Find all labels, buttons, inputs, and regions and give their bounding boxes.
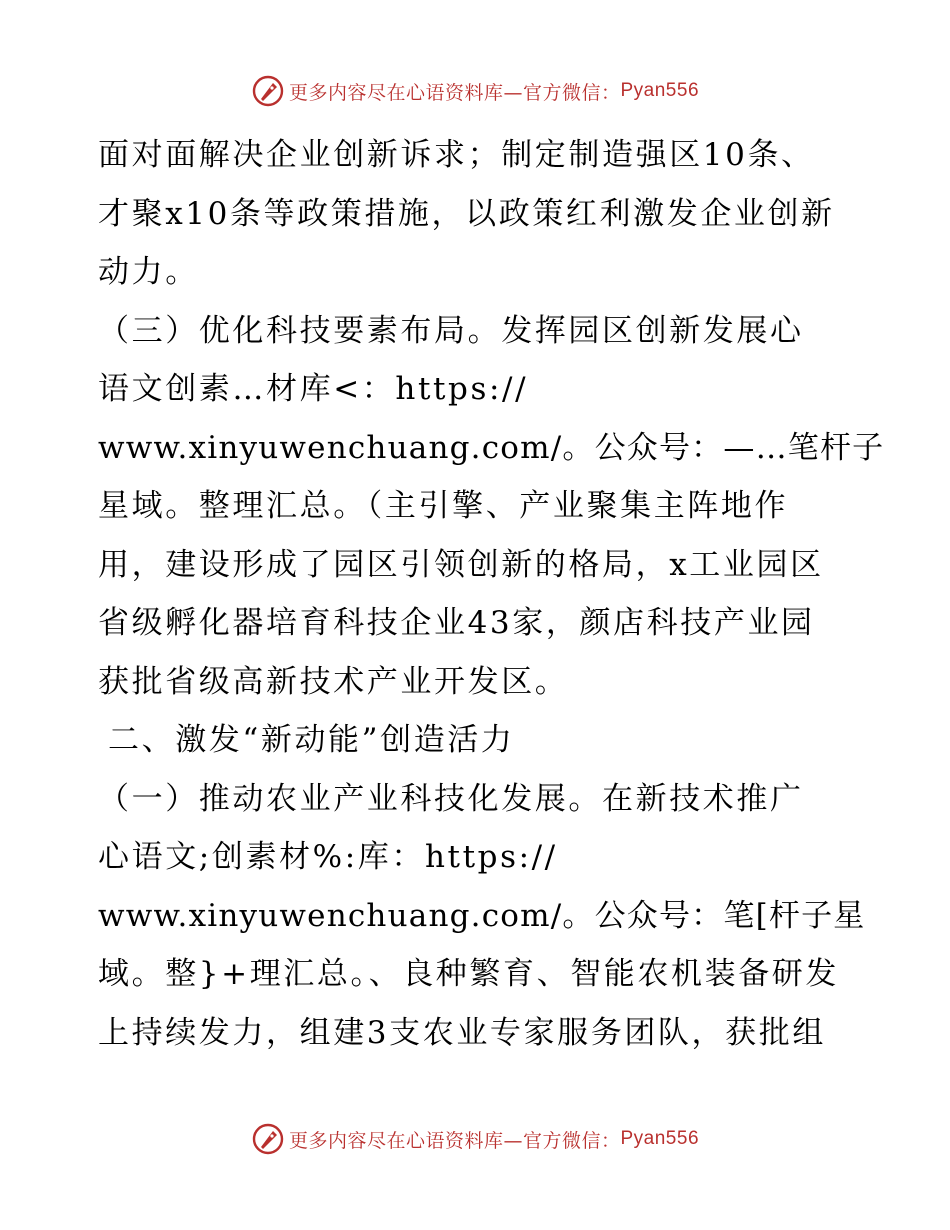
watermark-wechat-id: Pyan556 bbox=[620, 80, 700, 101]
watermark-text: 更多内容尽在心语资料库—官方微信： bbox=[288, 81, 621, 104]
body-line: 面对面解决企业创新诉求；制定制造强区10条、 bbox=[98, 137, 815, 173]
body-line: 语文创素…材库<：https:// bbox=[98, 371, 529, 407]
section-heading-1: （一）推动农业产业科技化发展。在新技术推广 bbox=[98, 780, 804, 817]
body-line-url: www.xinyuwenchuang.com/。公众号：笔[杆子星 bbox=[98, 897, 866, 934]
body-line: 上持续发力，组建3支农业专家服务团队，获批组 bbox=[98, 1014, 826, 1051]
body-line: 省级孵化器培育科技企业43家，颜店科技产业园 bbox=[98, 605, 815, 641]
body-line: 才聚x10条等政策措施，以政策红利激发企业创新 bbox=[98, 195, 835, 232]
document-body bbox=[98, 126, 885, 1062]
watermark-header bbox=[0, 74, 950, 108]
body-line: 用，建设形成了园区引领创新的格局，x工业园区 bbox=[98, 546, 824, 583]
chapter-heading-2: 二、激发“新动能”创造活力 bbox=[108, 722, 515, 758]
pen-nib-icon bbox=[251, 74, 285, 108]
body-line: 星域。整理汇总。（主引擎、产业聚集主阵地作 bbox=[98, 488, 789, 524]
body-line: 动力。 bbox=[98, 254, 199, 290]
body-line: 域。整}+理汇总。、良种繁育、智能农机装备研发 bbox=[98, 956, 839, 992]
body-line-url: www.xinyuwenchuang.com/。公众号：—…笔杆子 bbox=[98, 429, 885, 466]
body-line: 心语文;创素材%:库：https:// bbox=[98, 839, 558, 875]
watermark-wechat-id: Pyan556 bbox=[620, 1128, 700, 1149]
pen-nib-icon bbox=[251, 1122, 285, 1156]
body-line: 获批省级高新技术产业开发区。 bbox=[98, 663, 569, 700]
section-heading-3: （三）优化科技要素布局。发挥园区创新发展心 bbox=[98, 312, 804, 349]
watermark-footer bbox=[0, 1122, 950, 1156]
watermark-text: 更多内容尽在心语资料库—官方微信： bbox=[288, 1129, 621, 1152]
